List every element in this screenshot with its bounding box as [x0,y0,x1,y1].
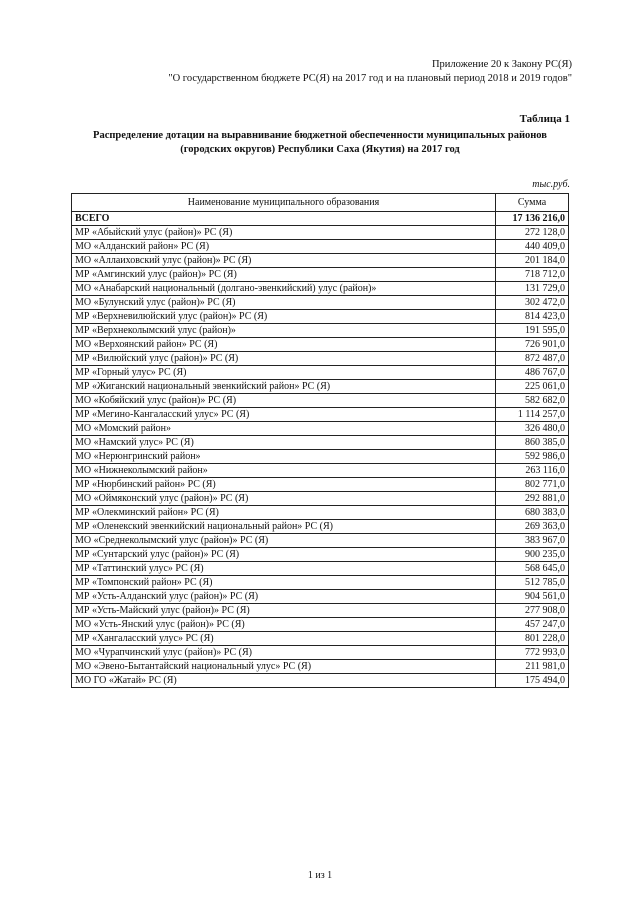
municipality-name: МР «Горный улус» РС (Я) [72,366,496,380]
municipality-name: МР «Абыйский улус (район)» РС (Я) [72,226,496,240]
table-row [72,282,569,296]
subsidy-amount: 860 385,0 [496,436,569,450]
municipality-name: МР «Усть-Алданский улус (район)» РС (Я) [72,590,496,604]
subsidy-amount: 201 184,0 [496,254,569,268]
subsidy-amount: 802 771,0 [496,478,569,492]
subsidy-amount: 680 383,0 [496,506,569,520]
table-row [72,380,569,394]
table-row [72,576,569,590]
municipality-name: МР «Мегино-Кангаласский улус» РС (Я) [72,408,496,422]
table-row [72,408,569,422]
table-row [72,660,569,674]
document-title [70,129,570,157]
subsidy-amount: 872 487,0 [496,352,569,366]
subsidy-amount: 814 423,0 [496,310,569,324]
subsidy-amount: 582 682,0 [496,394,569,408]
title-line-2: (городских округов) Республики Саха (Якутия) на 2017 год [180,144,460,155]
subsidy-amount: 225 061,0 [496,380,569,394]
table-row [72,240,569,254]
subsidy-amount: 718 712,0 [496,268,569,282]
table-row [72,436,569,450]
table-row [72,324,569,338]
subsidy-amount: 904 561,0 [496,590,569,604]
subsidy-amount: 277 908,0 [496,604,569,618]
municipality-name: МР «Жиганский национальный эвенкийский район» РС (Я) [72,380,496,394]
subsidy-amount: 568 645,0 [496,562,569,576]
appendix-header [168,58,572,86]
subsidy-amount: 1 114 257,0 [496,408,569,422]
table-row [72,366,569,380]
municipality-name: МО «Алданский район» РС (Я) [72,240,496,254]
column-header-sum: Сумма [496,194,569,212]
municipality-name: МО «Чурапчинский улус (район)» РС (Я) [72,646,496,660]
municipality-name: МР «Олекминский район» РС (Я) [72,506,496,520]
column-header-name: Наименование муниципального образования [72,194,496,212]
municipality-name: МО ГО «Жатай» РС (Я) [72,674,496,688]
table-row [72,352,569,366]
subsidy-amount: 801 228,0 [496,632,569,646]
table-row [72,268,569,282]
table-row [72,450,569,464]
municipality-name: МО «Анабарский национальный (долгано-эвенкийский) улус (район)» [72,282,496,296]
table-row [72,422,569,436]
table-row [72,464,569,478]
table-row [72,548,569,562]
subsidy-amount: 175 494,0 [496,674,569,688]
total-label: ВСЕГО [72,212,496,226]
table-row [72,618,569,632]
subsidy-amount: 726 901,0 [496,338,569,352]
subsidy-amount: 457 247,0 [496,618,569,632]
table-row [72,674,569,688]
table-row [72,520,569,534]
municipality-name: МР «Томпонский район» РС (Я) [72,576,496,590]
municipality-name: МР «Вилюйский улус (район)» РС (Я) [72,352,496,366]
subsidy-amount: 263 116,0 [496,464,569,478]
subsidy-amount: 326 480,0 [496,422,569,436]
table-row [72,394,569,408]
subsidy-amount: 512 785,0 [496,576,569,590]
table-row [72,226,569,240]
municipality-name: МО «Момский район» [72,422,496,436]
table-row [72,646,569,660]
subsidy-amount: 269 363,0 [496,520,569,534]
subsidy-amount: 191 595,0 [496,324,569,338]
table-row [72,534,569,548]
total-value: 17 136 216,0 [496,212,569,226]
municipality-name: МО «Намский улус» РС (Я) [72,436,496,450]
total-row [72,212,569,226]
municipality-name: МР «Нюрбинский район» РС (Я) [72,478,496,492]
appendix-line-1: Приложение 20 к Закону РС(Я) [431,59,572,70]
table-row [72,604,569,618]
table-row [72,590,569,604]
municipality-name: МО «Верхоянский район» РС (Я) [72,338,496,352]
subsidy-amount: 900 235,0 [496,548,569,562]
subsidy-amount: 272 128,0 [496,226,569,240]
municipality-name: МР «Амгинский улус (район)» РС (Я) [72,268,496,282]
title-line-1: Распределение дотации на выравнивание бюджетной обеспеченности муниципальных районов [93,130,547,141]
table-row [72,492,569,506]
table-row [72,506,569,520]
subsidy-amount: 292 881,0 [496,492,569,506]
subsidy-amount: 772 993,0 [496,646,569,660]
municipality-name: МР «Усть-Майский улус (район)» РС (Я) [72,604,496,618]
municipality-name: МР «Верхнеколымский улус (район)» [72,324,496,338]
municipality-name: МО «Усть-Янский улус (район)» РС (Я) [72,618,496,632]
table-row [72,310,569,324]
municipality-name: МО «Кобяйский улус (район)» РС (Я) [72,394,496,408]
municipality-name: МО «Аллаиховский улус (район)» РС (Я) [72,254,496,268]
municipality-name: МО «Булунский улус (район)» РС (Я) [72,296,496,310]
subsidy-amount: 211 981,0 [496,660,569,674]
municipality-name: МО «Нерюнгринский район» [72,450,496,464]
municipality-name: МР «Таттинский улус» РС (Я) [72,562,496,576]
subsidy-table [71,193,569,688]
subsidy-amount: 486 767,0 [496,366,569,380]
subsidy-amount: 131 729,0 [496,282,569,296]
table-label: Таблица 1 [519,113,570,125]
table-row [72,562,569,576]
table-header-row [72,194,569,212]
table-row [72,632,569,646]
subsidy-amount: 302 472,0 [496,296,569,310]
municipality-name: МО «Нижнеколымский район» [72,464,496,478]
units-label: тыс.руб. [532,179,570,190]
table-row [72,478,569,492]
municipality-name: МР «Хангаласский улус» РС (Я) [72,632,496,646]
subsidy-amount: 383 967,0 [496,534,569,548]
municipality-name: МО «Оймяконский улус (район)» РС (Я) [72,492,496,506]
page-number: 1 из 1 [307,870,333,881]
municipality-name: МР «Верхневилюйский улус (район)» РС (Я) [72,310,496,324]
municipality-name: МР «Сунтарский улус (район)» РС (Я) [72,548,496,562]
table-row [72,296,569,310]
municipality-name: МР «Оленекский эвенкийский национальный район» РС (Я) [72,520,496,534]
subsidy-amount: 440 409,0 [496,240,569,254]
table-row [72,254,569,268]
municipality-name: МО «Среднеколымский улус (район)» РС (Я) [72,534,496,548]
appendix-line-2: "О государственном бюджете РС(Я) на 2017 год и на плановый период 2018 и 2019 годов" [168,73,572,84]
table-row [72,338,569,352]
municipality-name: МО «Эвено-Бытантайский национальный улус» РС (Я) [72,660,496,674]
subsidy-amount: 592 986,0 [496,450,569,464]
